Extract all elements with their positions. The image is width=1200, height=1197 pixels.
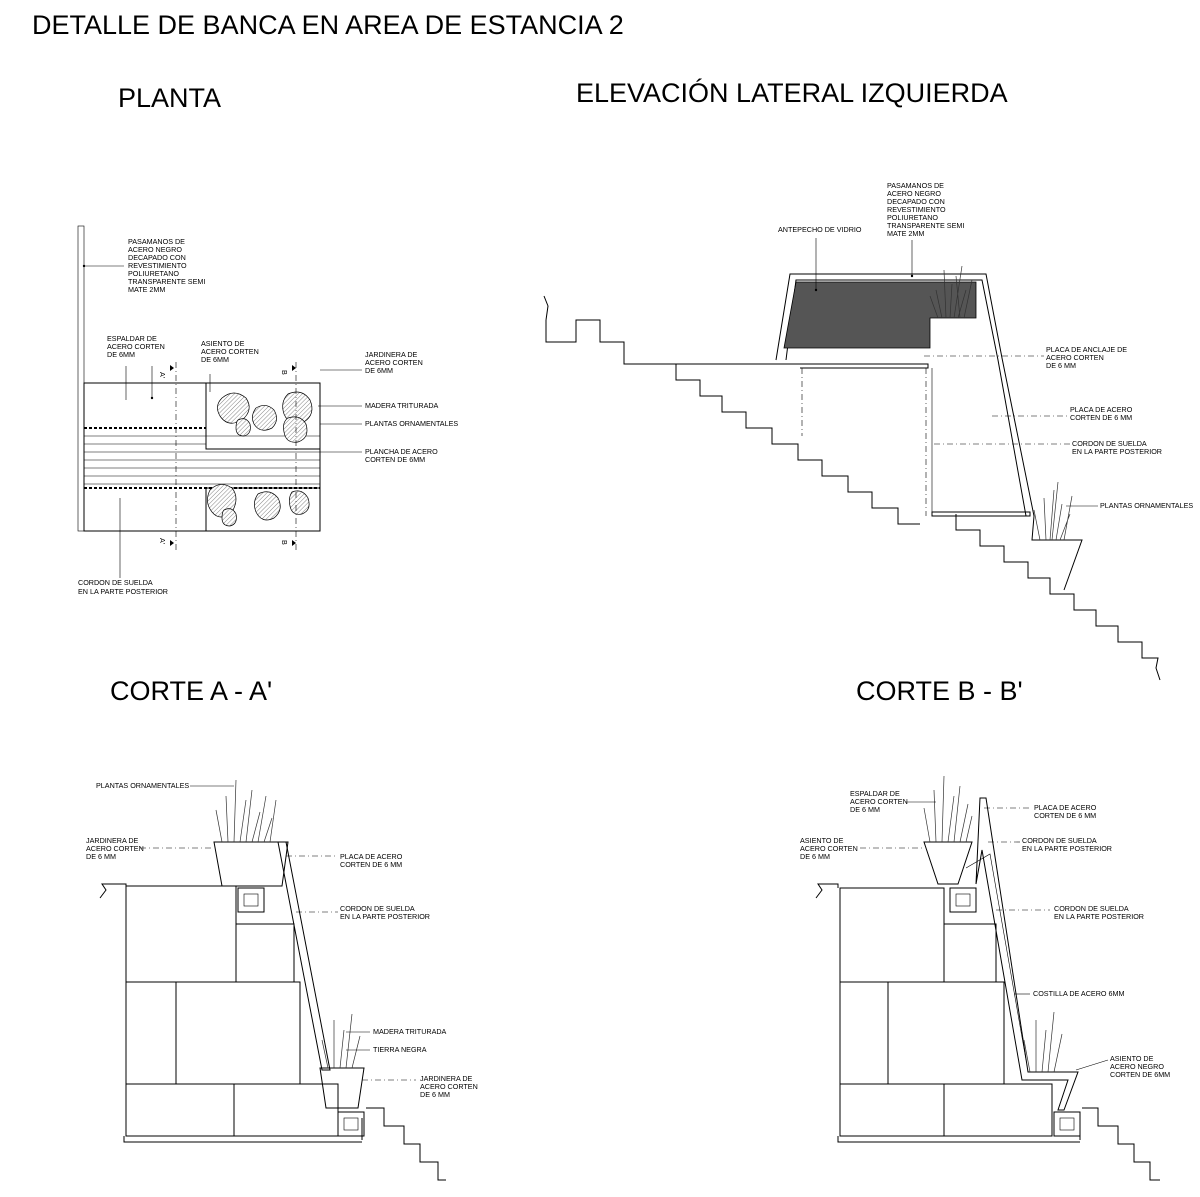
svg-text:EN LA PARTE POSTERIOR: EN LA PARTE POSTERIOR <box>78 587 168 596</box>
planta-madera-label: MADERA TRITURADA <box>365 401 439 410</box>
seat-plank-lines <box>84 436 320 484</box>
corte-a-view-title: CORTE A - A' <box>110 676 273 706</box>
corte-a-cordon-label <box>340 904 430 921</box>
gabion-a-top-left <box>126 886 236 982</box>
planter-a-top <box>214 842 288 886</box>
gabion-a-mid-2 <box>176 982 300 1084</box>
svg-text:TRANSPARENTE SEMI: TRANSPARENTE SEMI <box>128 277 206 286</box>
svg-text:EN LA PARTE POSTERIOR: EN LA PARTE POSTERIOR <box>340 912 430 921</box>
svg-text:ACERO CORTEN: ACERO CORTEN <box>86 844 144 853</box>
elev-cordon-label <box>1072 439 1162 456</box>
svg-text:DE 6 MM: DE 6 MM <box>800 852 830 861</box>
elev-pasamanos-label <box>887 181 964 238</box>
gabion-b-bottom-1 <box>840 1084 944 1136</box>
svg-text:ESPALDAR DE: ESPALDAR DE <box>850 789 900 798</box>
corte-b-espaldar-label <box>850 789 908 814</box>
svg-text:ACERO NEGRO: ACERO NEGRO <box>887 189 941 198</box>
svg-text:MATE 2MM: MATE 2MM <box>887 229 925 238</box>
corte-a-right-ground <box>124 1136 362 1142</box>
corte-b-asiento-negro-label <box>1110 1054 1170 1079</box>
svg-text:DE 6 MM: DE 6 MM <box>86 852 116 861</box>
svg-text:CORDON DE SUELDA: CORDON DE SUELDA <box>1054 904 1129 913</box>
svg-text:DECAPADO CON: DECAPADO CON <box>887 197 945 206</box>
svg-text:ACERO CORTEN: ACERO CORTEN <box>800 844 858 853</box>
svg-text:ESPALDAR DE: ESPALDAR DE <box>107 334 157 343</box>
corte-b-view <box>800 776 1170 1180</box>
elev-placa-acero-label <box>1070 405 1133 422</box>
gabion-a-mid-1 <box>126 982 176 1084</box>
planta-view-title: PLANTA <box>118 83 222 113</box>
corte-a-madera-label: MADERA TRITURADA <box>373 1027 447 1036</box>
corte-a-jardinera-bottom-label <box>420 1074 478 1099</box>
elevacion-view <box>544 181 1193 680</box>
gabion-a-top-right <box>236 924 294 982</box>
gabion-b-mid-1 <box>840 982 888 1084</box>
planta-espaldar-label <box>107 334 165 359</box>
corte-a-view <box>86 780 478 1180</box>
svg-text:ACERO NEGRO: ACERO NEGRO <box>128 245 182 254</box>
svg-text:EN LA PARTE POSTERIOR: EN LA PARTE POSTERIOR <box>1072 447 1162 456</box>
svg-text:MATE 2MM: MATE 2MM <box>128 285 166 294</box>
corte-b-asiento-label <box>800 836 858 861</box>
planta-plantas-label: PLANTAS ORNAMENTALES <box>365 419 459 428</box>
anchor-block-b-top <box>950 888 976 912</box>
svg-text:CORTEN DE 6 MM: CORTEN DE 6 MM <box>340 860 403 869</box>
svg-text:PLACA DE ACERO: PLACA DE ACERO <box>1034 803 1097 812</box>
corte-a-placa-label <box>340 852 403 869</box>
svg-text:REVESTIMIENTO: REVESTIMIENTO <box>128 261 187 270</box>
svg-text:DE 6 MM: DE 6 MM <box>1046 361 1076 370</box>
svg-text:ACERO CORTEN: ACERO CORTEN <box>420 1082 478 1091</box>
planta-cordon-label <box>78 578 168 596</box>
svg-text:CORTEN DE 6MM: CORTEN DE 6MM <box>365 455 426 464</box>
backrest-plate-a <box>278 842 330 1070</box>
svg-text:CORTEN DE 6 MM: CORTEN DE 6 MM <box>1070 413 1133 422</box>
svg-text:PLACA DE ACERO: PLACA DE ACERO <box>340 852 403 861</box>
drawing-title: DETALLE DE BANCA EN AREA DE ESTANCIA 2 <box>32 10 624 40</box>
ornamental-plants-plan <box>207 392 312 526</box>
planta-asiento-label <box>201 339 259 364</box>
planta-plancha-label <box>365 447 438 464</box>
svg-text:ACERO CORTEN: ACERO CORTEN <box>365 358 423 367</box>
planta-pasamanos-label <box>128 237 205 294</box>
section-b-mark-bottom: B <box>280 540 289 545</box>
svg-text:ACERO CORTEN: ACERO CORTEN <box>201 347 259 356</box>
svg-text:DE 6 MM: DE 6 MM <box>850 805 880 814</box>
anchor-block-a-top <box>238 888 264 912</box>
svg-text:DE 6MM: DE 6MM <box>365 366 393 375</box>
corte-a-jardinera-top-label <box>86 836 144 861</box>
pasamanos-plan-post <box>78 226 84 531</box>
svg-text:DE 6MM: DE 6MM <box>201 355 229 364</box>
svg-text:CORDON DE SUELDA: CORDON DE SUELDA <box>78 578 153 587</box>
glass-parapet <box>784 282 976 348</box>
elev-placa-anclaje-label <box>1046 345 1127 370</box>
svg-text:JARDINERA DE: JARDINERA DE <box>86 836 139 845</box>
svg-text:JARDINERA DE: JARDINERA DE <box>420 1074 473 1083</box>
seat-funnel-b <box>924 842 972 884</box>
svg-text:JARDINERA DE: JARDINERA DE <box>365 350 418 359</box>
svg-text:POLIURETANO: POLIURETANO <box>887 213 938 222</box>
gabion-b-top-right <box>944 924 996 982</box>
gabion-b-bottom-2 <box>944 1084 1052 1136</box>
svg-text:ASIENTO DE: ASIENTO DE <box>800 836 844 845</box>
svg-text:CORDON DE SUELDA: CORDON DE SUELDA <box>340 904 415 913</box>
svg-text:PLANCHA DE ACERO: PLANCHA DE ACERO <box>365 447 438 456</box>
corte-a-tierra-label: TIERRA NEGRA <box>373 1045 427 1054</box>
gabion-a-bottom-1 <box>126 1084 234 1136</box>
elev-antepecho-label: ANTEPECHO DE VIDRIO <box>778 225 862 234</box>
section-b-mark-top: B <box>280 370 289 375</box>
svg-text:ACERO CORTEN: ACERO CORTEN <box>107 342 165 351</box>
anchor-block-b-bottom <box>1054 1112 1080 1136</box>
planta-jardinera-label <box>365 350 423 375</box>
planter-base-elevacion <box>932 512 1030 516</box>
svg-text:TRANSPARENTE SEMI: TRANSPARENTE SEMI <box>887 221 965 230</box>
svg-text:REVESTIMIENTO: REVESTIMIENTO <box>887 205 946 214</box>
svg-text:PASAMANOS DE: PASAMANOS DE <box>128 237 185 246</box>
svg-text:CORDON DE SUELDA: CORDON DE SUELDA <box>1022 836 1097 845</box>
svg-text:ASIENTO DE: ASIENTO DE <box>201 339 245 348</box>
svg-text:PLACA DE ANCLAJE DE: PLACA DE ANCLAJE DE <box>1046 345 1128 354</box>
gabion-a-bottom-2 <box>234 1084 338 1136</box>
section-a-mark-top: A' <box>158 372 167 379</box>
corte-a-plantas-label: PLANTAS ORNAMENTALES <box>96 781 190 790</box>
corte-b-cordon-mid-label <box>1054 904 1144 921</box>
svg-text:ACERO CORTEN: ACERO CORTEN <box>1046 353 1104 362</box>
corte-b-cordon-top-label <box>1022 836 1112 853</box>
svg-text:PASAMANOS DE: PASAMANOS DE <box>887 181 944 190</box>
svg-text:EN LA PARTE POSTERIOR: EN LA PARTE POSTERIOR <box>1054 912 1144 921</box>
elevacion-view-title: ELEVACIÓN LATERAL IZQUIERDA <box>576 78 1008 108</box>
corte-b-right-ground <box>838 1136 1080 1142</box>
svg-text:ASIENTO DE: ASIENTO DE <box>1110 1054 1154 1063</box>
section-a-mark-bottom: A' <box>158 538 167 545</box>
anchor-block-a-bottom <box>338 1112 364 1136</box>
gabion-b-top-left <box>840 888 944 982</box>
bench-seat-elevacion <box>676 364 928 368</box>
corte-b-view-title: CORTE B - B' <box>856 676 1023 706</box>
svg-text:DE 6 MM: DE 6 MM <box>420 1090 450 1099</box>
svg-text:CORTEN DE 6 MM: CORTEN DE 6 MM <box>1034 811 1097 820</box>
svg-text:POLIURETANO: POLIURETANO <box>128 269 179 278</box>
svg-text:EN LA PARTE POSTERIOR: EN LA PARTE POSTERIOR <box>1022 844 1112 853</box>
planta-view <box>78 226 458 596</box>
corte-b-placa-label <box>1034 803 1097 820</box>
elev-plantas-label: PLANTAS ORNAMENTALES <box>1100 501 1194 510</box>
svg-text:CORDON DE SUELDA: CORDON DE SUELDA <box>1072 439 1147 448</box>
corte-b-costilla-label: COSTILLA DE ACERO 6MM <box>1033 989 1125 998</box>
svg-text:DECAPADO CON: DECAPADO CON <box>128 253 186 262</box>
svg-text:ACERO CORTEN: ACERO CORTEN <box>850 797 908 806</box>
gabion-b-mid-2 <box>888 982 1004 1084</box>
svg-text:DE 6MM: DE 6MM <box>107 350 135 359</box>
svg-text:PLACA DE ACERO: PLACA DE ACERO <box>1070 405 1133 414</box>
svg-text:ACERO NEGRO: ACERO NEGRO <box>1110 1062 1164 1071</box>
svg-text:CORTEN DE 6MM: CORTEN DE 6MM <box>1110 1070 1171 1079</box>
planter-a-bottom <box>320 1068 364 1108</box>
